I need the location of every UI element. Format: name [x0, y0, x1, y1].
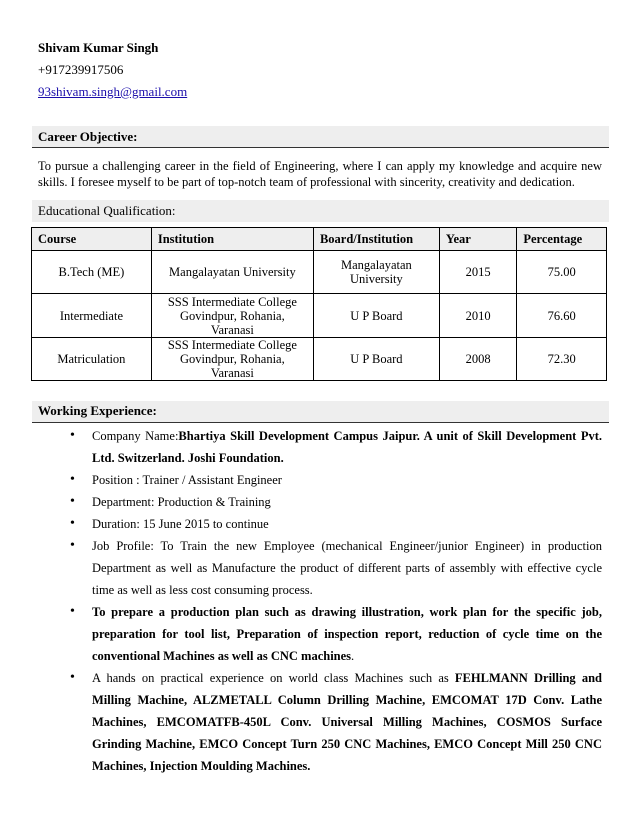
- cell-year: 2008: [439, 338, 517, 381]
- phone-number: +917239917506: [38, 62, 124, 77]
- col-percentage: Percentage: [517, 228, 607, 251]
- cell-percentage: 76.60: [517, 294, 607, 338]
- list-item: [60, 425, 602, 469]
- production-plan-text: To prepare a production plan such as drawing illustration, work plan for the specific job, preparation for tool list, Preparation of inspection report, reduction of cycle time on the conventional Machines as well as CNC machines: [92, 605, 602, 663]
- list-item: [60, 535, 602, 601]
- career-title: Career Objective:: [38, 129, 138, 144]
- cell-percentage: 72.30: [517, 338, 607, 381]
- cell-course: B.Tech (ME): [32, 251, 152, 294]
- education-table: [31, 227, 607, 381]
- bullet-icon: •: [70, 670, 75, 685]
- email-link[interactable]: 93shivam.singh@gmail.com: [38, 84, 188, 99]
- education-title: Educational Qualification:: [38, 203, 176, 218]
- cell-institution: Mangalayatan University: [151, 251, 313, 294]
- list-item: [60, 601, 602, 667]
- col-board: Board/Institution: [313, 228, 439, 251]
- list-item: [60, 469, 602, 491]
- job-profile-text: Job Profile: To Train the new Employee (mechanical Engineer/junior Engineer) in production Department as well as Manufacture the product of different parts of assembly with effective cycle time as well as less cost consuming process.: [92, 539, 602, 597]
- col-course: Course: [32, 228, 152, 251]
- list-item: [60, 491, 602, 513]
- col-year: Year: [439, 228, 517, 251]
- bullet-icon: •: [70, 428, 75, 443]
- work-title: Working Experience:: [38, 403, 157, 418]
- cell-course: Intermediate: [32, 294, 152, 338]
- cell-percentage: 75.00: [517, 251, 607, 294]
- cell-institution: SSS Intermediate College Govindpur, Rohania, Varanasi: [151, 338, 313, 381]
- bullet-icon: •: [70, 538, 75, 553]
- cell-board: U P Board: [313, 294, 439, 338]
- work-experience-list: [60, 425, 602, 777]
- cell-institution: SSS Intermediate College Govindpur, Rohania, Varanasi: [151, 294, 313, 338]
- table-row: [32, 294, 607, 338]
- list-item: [60, 513, 602, 535]
- company-label: Company Name:: [92, 429, 179, 443]
- bullet-icon: •: [70, 494, 75, 509]
- cell-year: 2010: [439, 294, 517, 338]
- department-text: Department: Production & Training: [92, 495, 271, 509]
- col-institution: Institution: [151, 228, 313, 251]
- production-plan-end: .: [351, 649, 355, 663]
- table-row: [32, 338, 607, 381]
- career-text: To pursue a challenging career in the field of Engineering, where I can apply my knowledge and acquire new skills. I foresee myself to be part of top-notch team of professional with sincerity, creativity and dedication.: [38, 159, 602, 189]
- position-text: Position : Trainer / Assistant Engineer: [92, 473, 282, 487]
- table-header-row: [32, 228, 607, 251]
- bullet-icon: •: [70, 516, 75, 531]
- cell-board: U P Board: [313, 338, 439, 381]
- list-item: [60, 667, 602, 777]
- cell-board: Mangalayatan University: [313, 251, 439, 294]
- cell-year: 2015: [439, 251, 517, 294]
- applicant-name: Shivam Kumar Singh: [38, 40, 159, 55]
- table-row: [32, 251, 607, 294]
- handson-machines: FEHLMANN Drilling and Milling Machine, ALZMETALL Column Drilling Machine, EMCOMAT 17D Conv. Lathe Machines, EMCOMATFB-450L Conv. Universal Milling Machines, COSMOS Surface Grinding Machine, EMCO Concept Turn 250 CNC Machines, EMCO Concept Mill 250 CNC Machines, Injection Moulding Machines.: [92, 671, 602, 773]
- bullet-icon: •: [70, 604, 75, 619]
- cell-course: Matriculation: [32, 338, 152, 381]
- duration-text: Duration: 15 June 2015 to continue: [92, 517, 269, 531]
- bullet-icon: •: [70, 472, 75, 487]
- handson-intro: A hands on practical experience on world class Machines such as: [92, 671, 455, 685]
- company-name: Bhartiya Skill Development Campus Jaipur. A unit of Skill Development Pvt. Ltd. Switzerland. Joshi Foundation.: [92, 429, 602, 465]
